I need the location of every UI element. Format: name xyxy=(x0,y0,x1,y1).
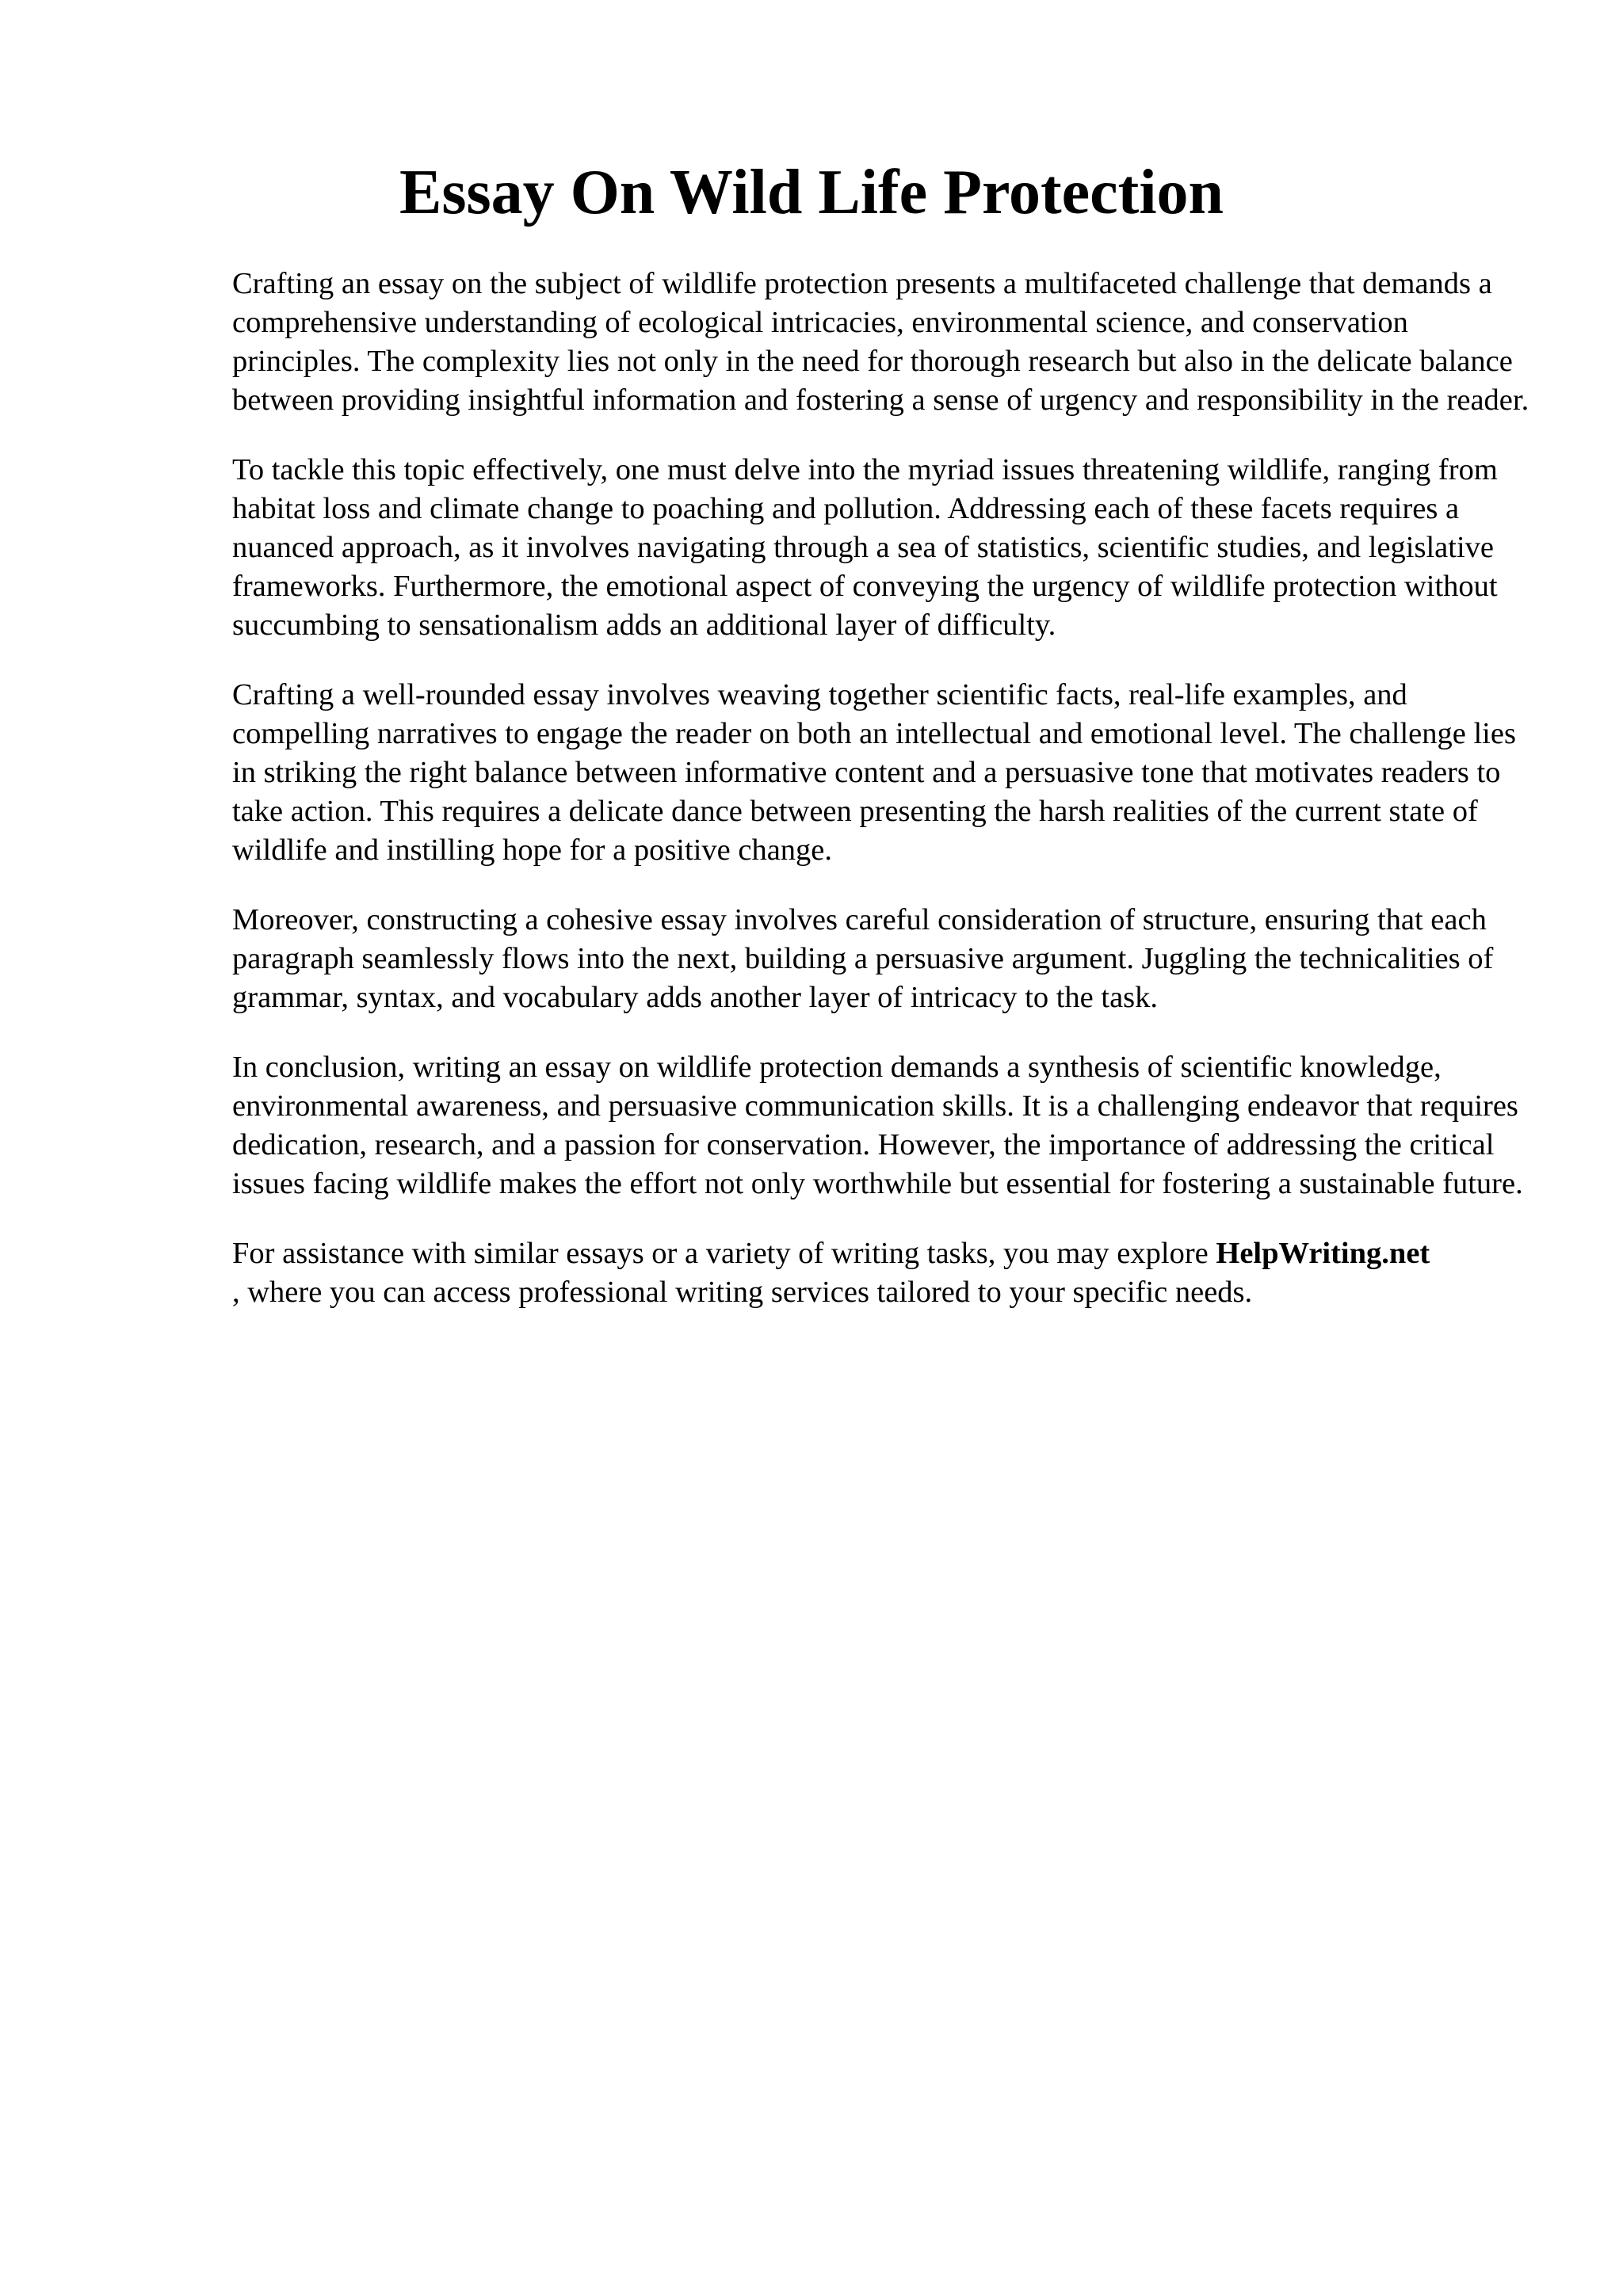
paragraph-5: In conclusion, writing an essay on wildlife protection demands a synthesis of scientific knowledge, environmental awareness, and persuasive communication skills. It is a challenging endeavor that requires dedication, research, and a passion for conservation. However, the importance of addressing the critical issues facing wildlife makes the effort not only worthwhile but essential for fostering a sustainable future. xyxy=(232,1051,1523,1200)
paragraph-2: To tackle this topic effectively, one must delve into the myriad issues threatening wildlife, ranging from habitat loss and climate change to poaching and pollution. Addressing each of these facets requires a nuanced approach, as it involves navigating through a sea of statistics, scientific studies, and legislative frameworks. Furthermore, the emotional aspect of conveying the urgency of wildlife protection without succumbing to sensationalism adds an additional layer of difficulty. xyxy=(232,453,1498,642)
closing-text-before-link: For assistance with similar essays or a variety of writing tasks, you may explore xyxy=(232,1237,1216,1270)
helpwriting-link[interactable]: HelpWriting.net xyxy=(1216,1237,1430,1270)
page-title: Essay On Wild Life Protection xyxy=(399,158,1224,227)
essay-body xyxy=(232,265,1532,1343)
paragraph-3: Crafting a well-rounded essay involves weaving together scientific facts, real-life examples, and compelling narratives to engage the reader on both an intellectual and emotional level. The challenge lies in striking the right balance between informative content and a persuasive tone that motivates readers to take action. This requires a delicate dance between presenting the harsh realities of the current state of wildlife and instilling hope for a positive change. xyxy=(232,678,1516,867)
paragraph-1: Crafting an essay on the subject of wildlife protection presents a multifaceted challenge that demands a comprehensive understanding of ecological intricacies, environmental science, and conservation principles. The complexity lies not only in the need for thorough research but also in the delicate balance between providing insightful information and fostering a sense of urgency and responsibility in the reader. xyxy=(232,267,1529,417)
closing-paragraph xyxy=(232,1234,1532,1312)
paragraph-4: Moreover, constructing a cohesive essay involves careful consideration of structure, ensuring that each paragraph seamlessly flows into the next, building a persuasive argument. Juggling the technicalities of grammar, syntax, and vocabulary adds another layer of intricacy to the task. xyxy=(232,903,1494,1014)
closing-text-after-link: , where you can access professional writing services tailored to your specific needs. xyxy=(232,1276,1253,1309)
